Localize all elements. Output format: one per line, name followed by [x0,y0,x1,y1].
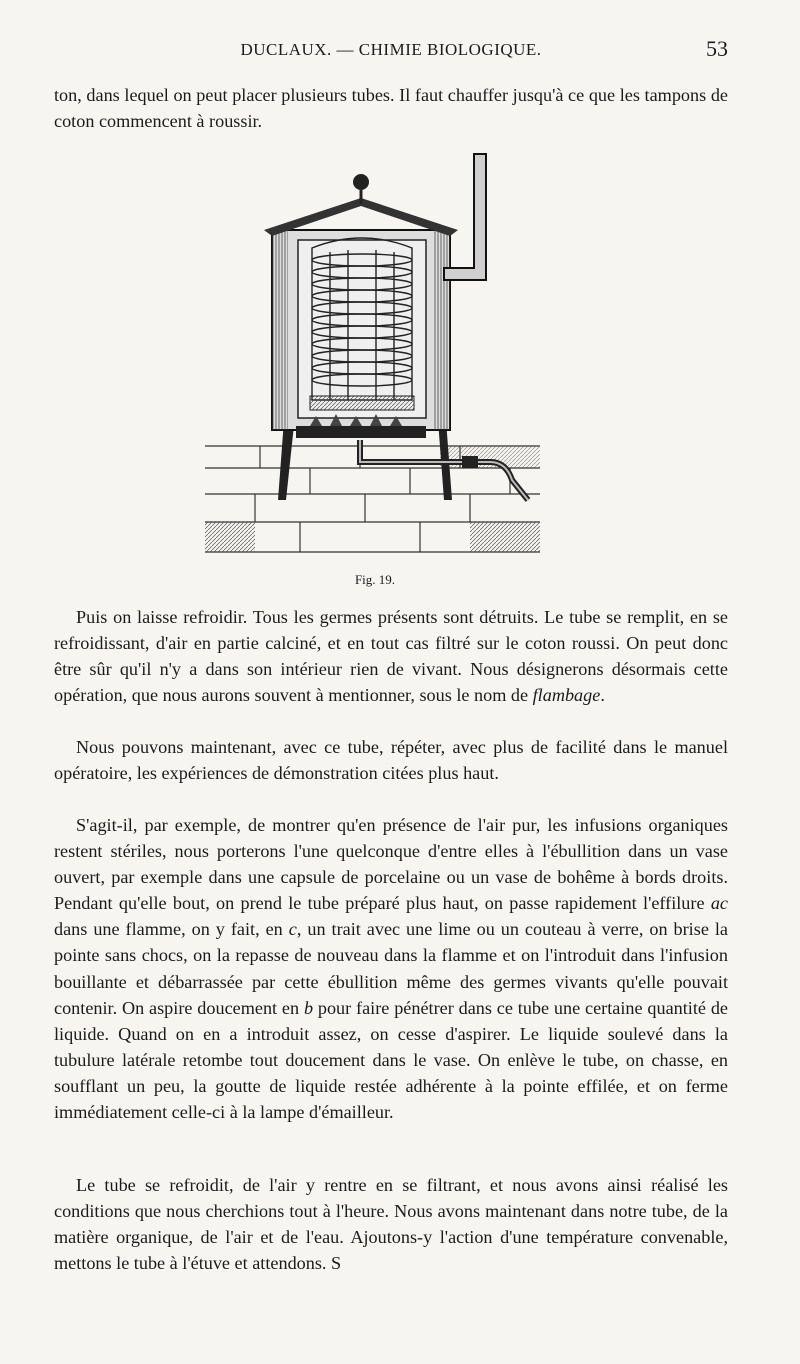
paragraph-infusions-text-a: S'agit-il, par exemple, de montrer qu'en présence de l'air pur, les infusions organiques restent stériles, nous porterons l'une quelconque d'entre elles à l'ébullition dans un vase ouvert, par exemple dans une capsule de porcelaine ou un vase de bohême à bords droits. Pendant qu'elle bout, on prend le tube préparé plus haut, on passe rapidement l'effilure [54,815,728,914]
paragraph-flambage-end: . [600,685,605,706]
label-c: c [288,919,297,940]
figure-caption: Fig. 19. [354,572,396,587]
paragraph-infusions-text-c: , un trait avec une lime ou un couteau à verre, on brise la pointe sans chocs, on la repasse de nouveau dans la flamme et on l'introduit dans l'infusion bouillante et débarrassée par cette ébullition même des germes vivants qu'elle pouvait contenir. On aspire doucement en [54,919,728,1018]
paragraph-continuation: ton, dans lequel on peut placer plusieurs tubes. Il faut chauffer jusqu'à ce que les tampons de coton commencent à roussir. [54,85,728,132]
paragraph-infusions-text-b: dans une flamme, on y fait, en [54,919,289,940]
paragraph-flambage [54,604,728,708]
paragraph-infusions-text-d: pour faire pénétrer dans ce tube une certaine quantité de liquide. Quand on en a introduit assez, on cesse d'aspirer. Le liquide soulevé dans la tubulure latérale retombe tout doucement dans le vase. On enlève le tube, on chasse, en soufflant un peu, la goutte de liquide restée adhérente à la pointe effilée, et on ferme immédiatement celle-ci à la lampe d'émailleur. [54,997,728,1123]
label-ac: ac [710,893,728,914]
paragraph-conclusion: Le tube se refroidit, de l'air y rentre en se filtrant, et nous avons ainsi réalisé les conditions que nous cherchions tout à l'heure. Nous avons maintenant dans notre tube, de la matière organique, de l'air et de l'eau. Ajoutons-y l'action d'une température convenable, mettons le tube à l'étuve et attendons. S [54,1175,728,1274]
term-flambage: flambage [532,685,601,706]
figure-sterilizing-oven-illustration [200,150,546,560]
page-number: 53 [706,36,728,61]
running-title: DUCLAUX. — CHIMIE BIOLOGIQUE. [240,40,542,59]
paragraph-infusions [54,812,728,1125]
paragraph-flambage-text: Puis on laisse refroidir. Tous les germes présents sont détruits. Le tube se remplit, en se refroidissant, d'air en partie calciné, et en tout cas filtré sur le coton roussi. On peut donc être sûr qu'il n'y a dans son intérieur rien de vivant. Nous désignerons désormais cette opération, que nous aurons souvent à mentionner, sous le nom de [54,607,728,706]
paragraph-demonstration: Nous pouvons maintenant, avec ce tube, répéter, avec plus de facilité dans le manuel opératoire, les expériences de démonstration citées plus haut. [54,737,728,784]
label-b: b [303,997,314,1018]
running-head [54,36,728,68]
